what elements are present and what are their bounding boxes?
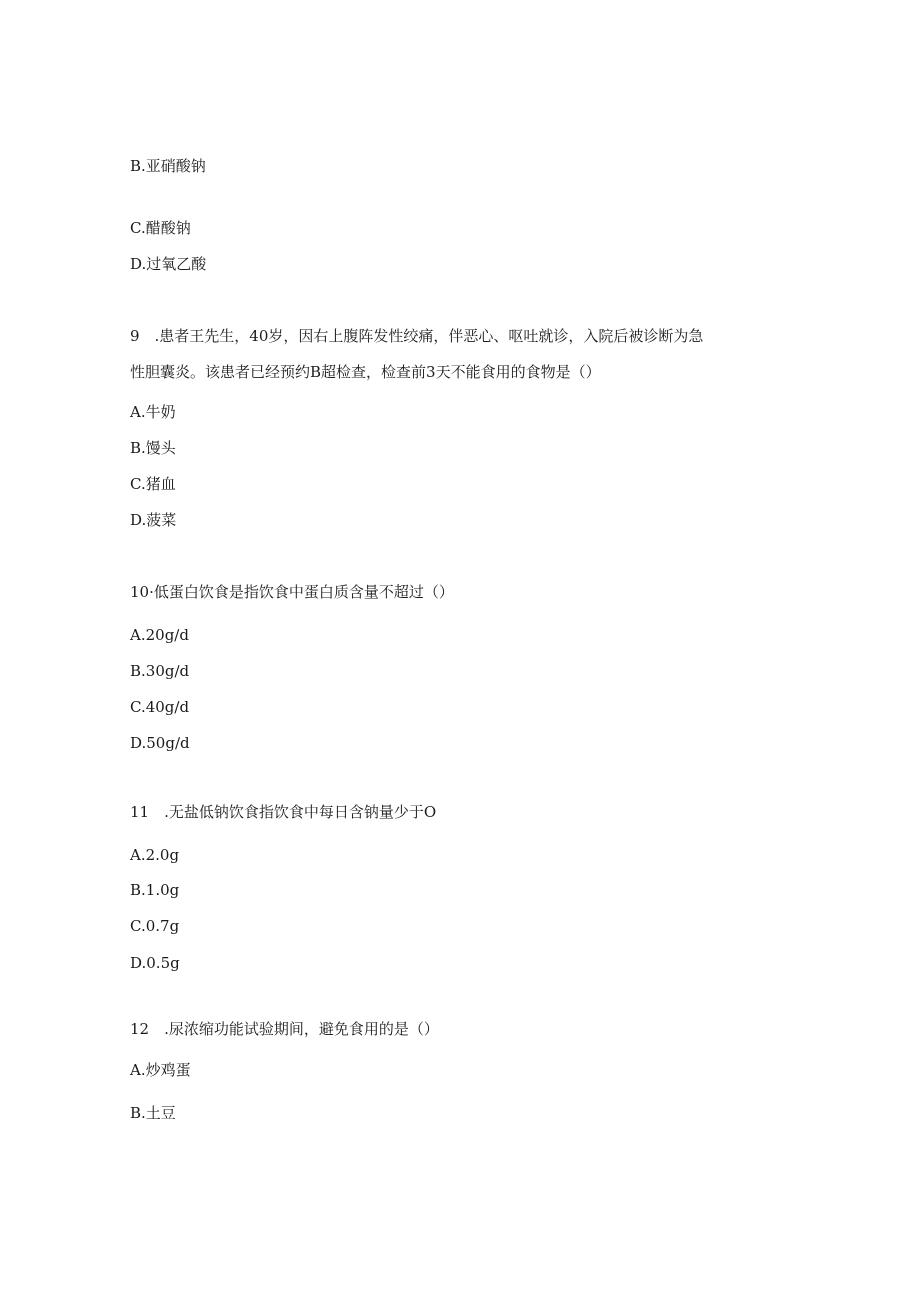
option-d: D.50g∕d [130, 734, 190, 752]
option-a: A.牛奶 [130, 403, 176, 421]
option-a: A.炒鸡蛋 [130, 1061, 191, 1079]
option-c: C.猪血 [130, 475, 176, 493]
question-stem: 12 .尿浓缩功能试验期间，避免食用的是（） [130, 1020, 439, 1038]
option-c: C.40g∕d [130, 698, 190, 716]
option-a: A.20g∕d [130, 626, 189, 644]
option-b: B.1.0g [130, 881, 180, 899]
option-c: C.0.7g [130, 917, 180, 935]
option-b: B.馒头 [130, 439, 176, 457]
option-a: A.2.0g [130, 846, 180, 864]
option-c: C.醋酸钠 [130, 219, 191, 237]
option-d: D.0.5g [130, 954, 180, 972]
question-stem-continued: 性胆囊炎。该患者已经预约B超检查，检查前3天不能食用的食物是（） [130, 363, 601, 381]
option-b: B.亚硝酸钠 [130, 157, 206, 175]
option-d: D.菠菜 [130, 511, 177, 529]
question-stem: 9 .患者王先生，40岁，因右上腹阵发性绞痛，伴恶心、呕吐就诊，入院后被诊断为急 [130, 327, 704, 345]
option-d: D.过氧乙酸 [130, 255, 207, 273]
option-b: B.土豆 [130, 1104, 176, 1122]
option-b: B.30g∕d [130, 662, 190, 680]
question-stem: 10·低蛋白饮食是指饮食中蛋白质含量不超过（） [130, 583, 454, 601]
question-stem: 11 .无盐低钠饮食指饮食中每日含钠量少于O [130, 803, 437, 821]
